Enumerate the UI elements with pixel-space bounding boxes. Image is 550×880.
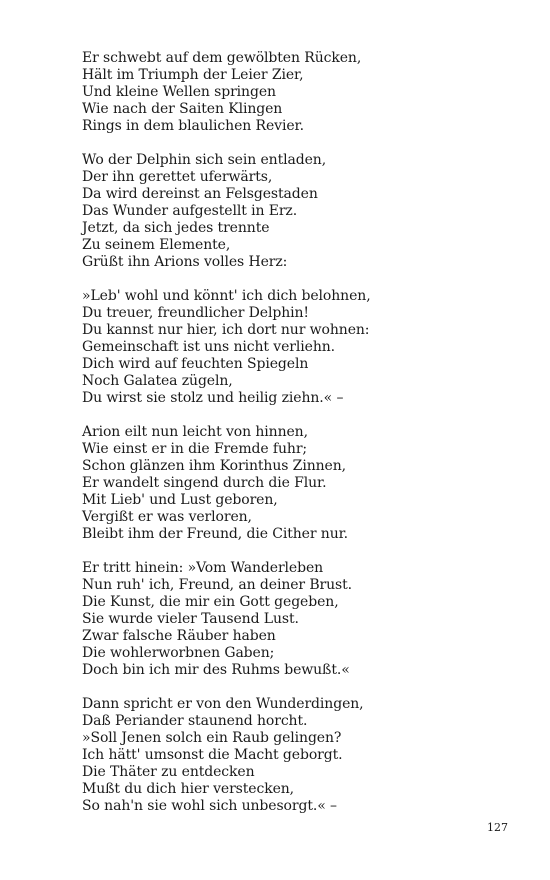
stanza-1	[82, 50, 522, 135]
poem-line: Er schwebt auf dem gewölbten Rücken,	[82, 50, 362, 66]
stanza-4	[82, 424, 522, 543]
poem-line: Da wird dereinst an Felsgestaden	[82, 186, 318, 202]
poem-line: Du kannst nur hier, ich dort nur wohnen:	[82, 322, 370, 338]
poem-line: Du wirst sie stolz und heilig ziehn.« –	[82, 390, 344, 406]
poem-line: Das Wunder aufgestellt in Erz.	[82, 203, 298, 219]
poem-line: Dich wird auf feuchten Spiegeln	[82, 356, 309, 372]
poem-line: »Soll Jenen solch ein Raub gelingen?	[82, 730, 342, 746]
poem-line: Rings in dem blaulichen Revier.	[82, 118, 304, 134]
poem-line: Schon glänzen ihm Korinthus Zinnen,	[82, 458, 346, 474]
poem-line: Grüßt ihn Arions volles Herz:	[82, 254, 288, 270]
poem-line: Zwar falsche Räuber haben	[82, 628, 276, 644]
poem-line: Doch bin ich mir des Ruhms bewußt.«	[82, 662, 350, 678]
page-number: 127	[487, 821, 508, 834]
poem-line: »Leb' wohl und könnt' ich dich belohnen,	[82, 288, 371, 304]
poem-line: So nah'n sie wohl sich unbesorgt.« –	[82, 798, 337, 814]
poem-line: Der ihn gerettet uferwärts,	[82, 169, 273, 185]
poem-line: Du treuer, freundlicher Delphin!	[82, 305, 309, 321]
poem-line: Noch Galatea zügeln,	[82, 373, 233, 389]
poem-line: Daß Periander staunend horcht.	[82, 713, 308, 729]
poem-line: Wie nach der Saiten Klingen	[82, 101, 283, 117]
stanza-3	[82, 288, 522, 407]
stanza-2	[82, 152, 522, 271]
poem-line: Jetzt, da sich jedes trennte	[82, 220, 270, 236]
poem-line: Bleibt ihm der Freund, die Cither nur.	[82, 526, 349, 542]
stanza-6	[82, 696, 522, 815]
poem-line: Die Kunst, die mir ein Gott gegeben,	[82, 594, 339, 610]
poem-text	[82, 50, 522, 832]
poem-line: Die wohlerworbnen Gaben;	[82, 645, 275, 661]
poem-line: Gemeinschaft ist uns nicht verliehn.	[82, 339, 336, 355]
stanza-5	[82, 560, 522, 679]
poem-line: Und kleine Wellen springen	[82, 84, 276, 100]
poem-line: Er wandelt singend durch die Flur.	[82, 475, 327, 491]
poem-line: Die Thäter zu entdecken	[82, 764, 255, 780]
poem-line: Hält im Triumph der Leier Zier,	[82, 67, 304, 83]
poem-line: Ich hätt' umsonst die Macht geborgt.	[82, 747, 343, 763]
poem-line: Wo der Delphin sich sein entladen,	[82, 152, 327, 168]
poem-line: Wie einst er in die Fremde fuhr;	[82, 441, 308, 457]
poem-line: Er tritt hinein: »Vom Wanderleben	[82, 560, 324, 576]
poem-line: Zu seinem Elemente,	[82, 237, 231, 253]
poem-line: Mußt du dich hier verstecken,	[82, 781, 295, 797]
poem-line: Sie wurde vieler Tausend Lust.	[82, 611, 299, 627]
poem-line: Vergißt er was verloren,	[82, 509, 252, 525]
poem-line: Nun ruh' ich, Freund, an deiner Brust.	[82, 577, 353, 593]
poem-line: Arion eilt nun leicht von hinnen,	[82, 424, 308, 440]
poem-line: Dann spricht er von den Wunderdingen,	[82, 696, 364, 712]
poem-line: Mit Lieb' und Lust geboren,	[82, 492, 278, 508]
